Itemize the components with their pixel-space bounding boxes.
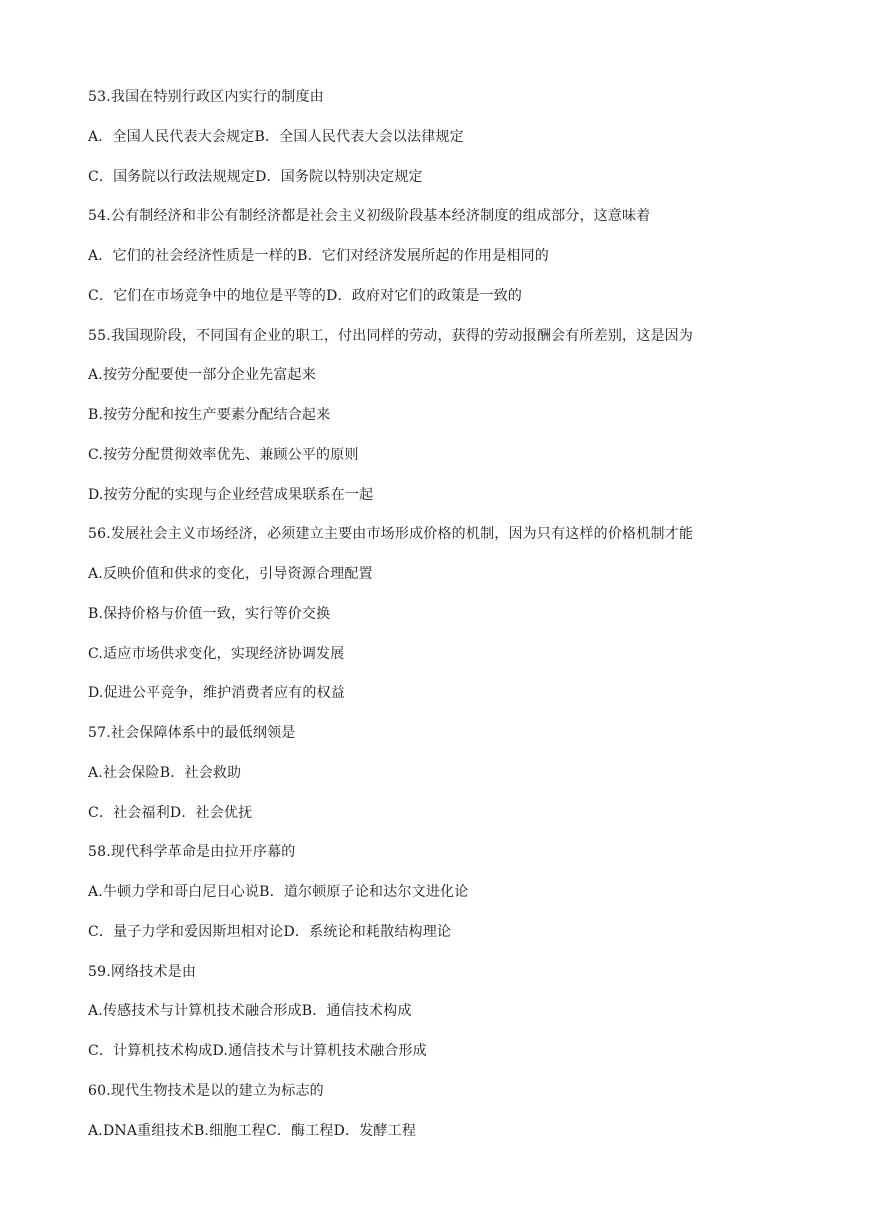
question-57-options-cd: C．社会福利D．社会优抚 — [88, 804, 253, 821]
question-58-options-cd: C．量子力学和爱因斯坦相对论D．系统论和耗散结构理论 — [88, 923, 452, 940]
question-list — [88, 86, 788, 1159]
question-57: 57.社会保障体系中的最低纲领是 — [88, 725, 296, 741]
question-56-option-a: A.反映价值和供求的变化，引导资源合理配置 — [88, 566, 373, 582]
question-56-option-b: B.保持价格与价值一致，实行等价交换 — [88, 605, 331, 622]
question-56-option-c: C.适应市场供求变化，实现经济协调发展 — [88, 645, 345, 662]
question-59-options-ab: A.传感技术与计算机技术融合形成B．通信技术构成 — [88, 1003, 412, 1020]
question-56-option-d: D.促进公平竞争，维护消费者应有的权益 — [88, 685, 345, 702]
question-54-options-ab: A．它们的社会经济性质是一样的B．它们对经济发展所起的作用是相同的 — [88, 248, 549, 264]
question-55-option-b: B.按劳分配和按生产要素分配结合起来 — [88, 407, 331, 423]
question-56: 56.发展社会主义市场经济，必须建立主要由市场形成价格的机制，因为只有这样的价格机制才能 — [88, 526, 694, 543]
question-60-options: A.DNA重组技术B.细胞工程C．酶工程D．发酵工程 — [88, 1122, 417, 1139]
question-53: 53.我国在特别行政区内实行的制度由 — [88, 89, 324, 105]
question-55: 55.我国现阶段，不同国有企业的职工，付出同样的劳动，获得的劳动报酬会有所差别，这是因为 — [88, 327, 694, 344]
question-55-option-c: C.按劳分配贯彻效率优先、兼顾公平的原则 — [88, 446, 359, 463]
question-55-option-a: A.按劳分配要使一部分企业先富起来 — [88, 367, 316, 384]
question-53-options-cd: C．国务院以行政法规规定D．国务院以特别决定规定 — [88, 168, 423, 185]
question-58: 58.现代科学革命是由拉开序幕的 — [88, 844, 296, 861]
question-55-option-d: D.按劳分配的实现与企业经营成果联系在一起 — [88, 486, 374, 503]
question-59: 59.网络技术是由 — [88, 963, 197, 980]
question-60: 60.现代生物技术是以的建立为标志的 — [88, 1082, 324, 1099]
question-57-options-ab: A.社会保险B．社会救助 — [88, 764, 242, 781]
question-53-options-ab: A．全国人民代表大会规定B．全国人民代表大会以法律规定 — [88, 128, 464, 145]
question-54-options-cd: C．它们在市场竞争中的地位是平等的D．政府对它们的政策是一致的 — [88, 287, 523, 304]
question-54: 54.公有制经济和非公有制经济都是社会主义初级阶段基本经济制度的组成部分，这意味着 — [88, 208, 651, 225]
question-58-options-ab: A.牛顿力学和哥白尼日心说B．道尔顿原子论和达尔文进化论 — [88, 884, 469, 900]
question-59-options-cd: C．计算机技术构成D.通信技术与计算机技术融合形成 — [88, 1043, 427, 1059]
